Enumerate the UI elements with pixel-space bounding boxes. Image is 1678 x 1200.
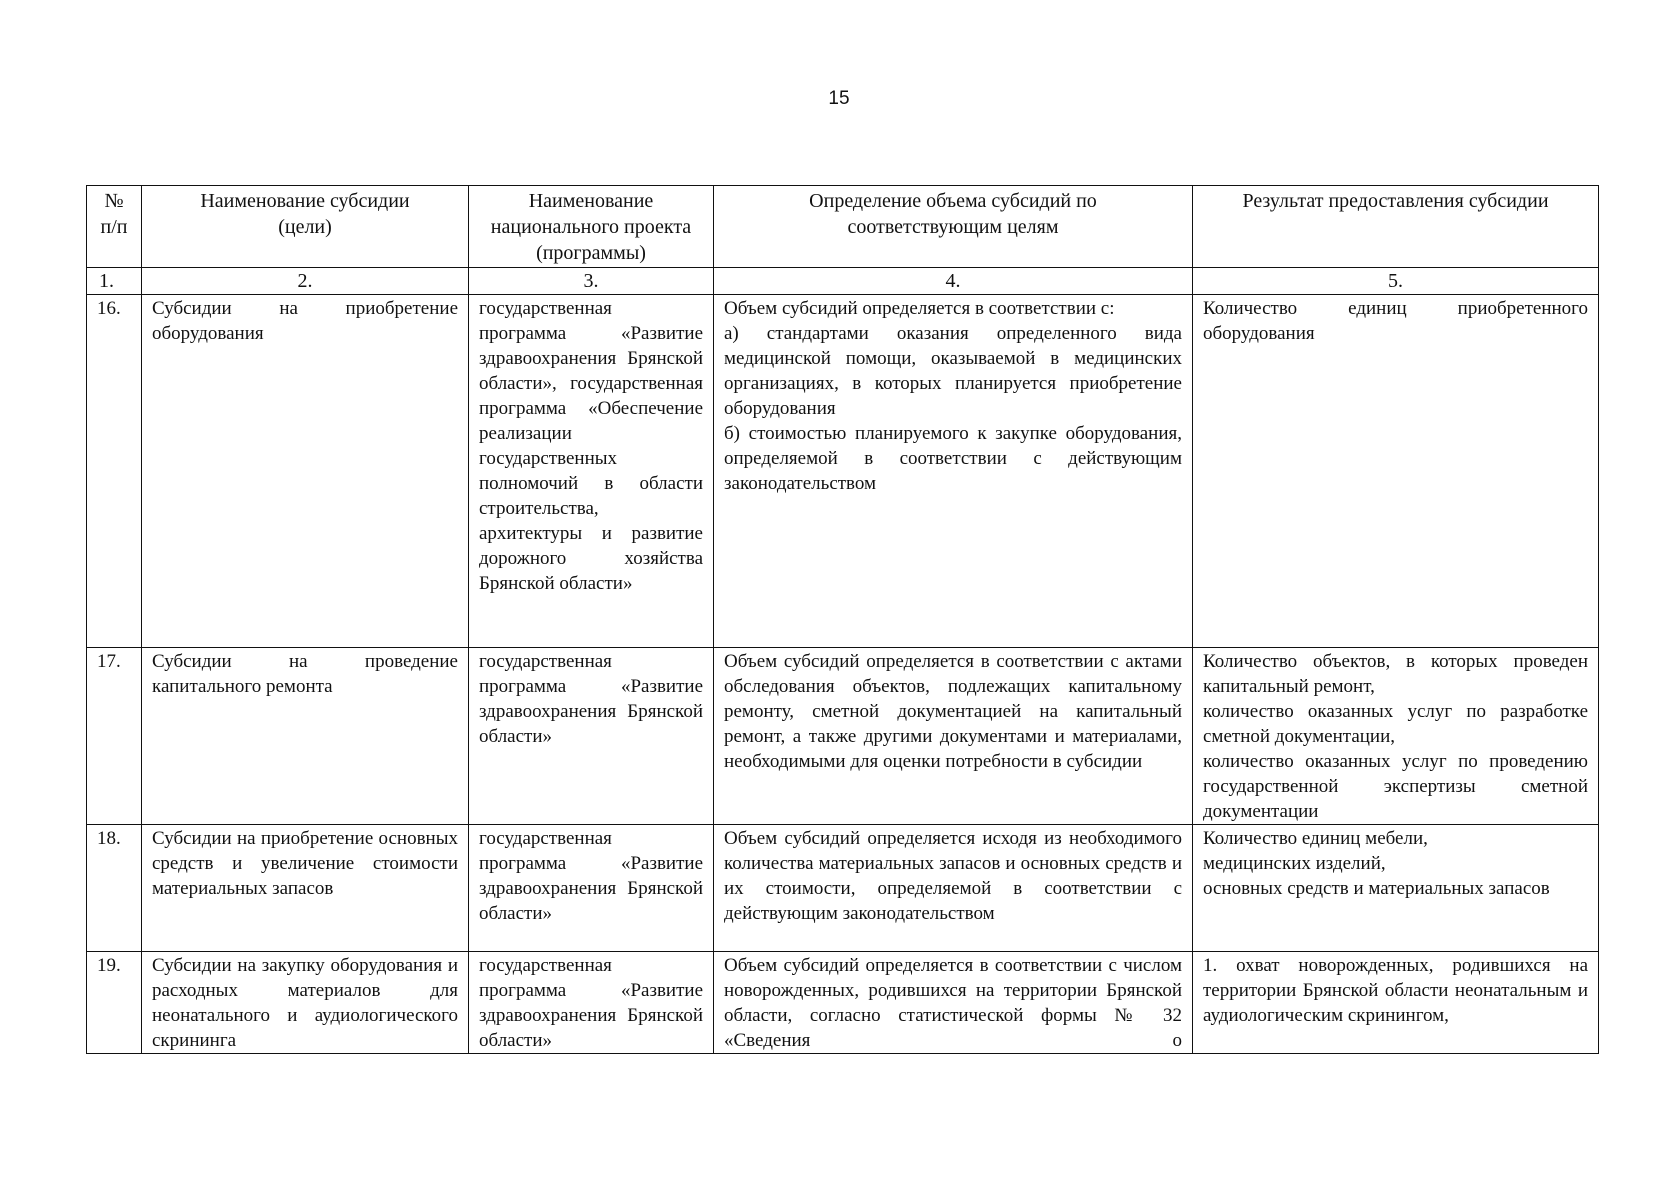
volume-line: Объем субсидий определяется в соответствии с актами обследования объектов, подлежащих капитальному ремонту, сметной документацией на капитальный ремонт, а также другими документами и материалами, необходимыми для оценки потребности в субсидии xyxy=(724,651,1182,772)
result-line: медицинских изделий, xyxy=(1203,853,1386,874)
volume-line: Объем субсидий определяется исходя из необходимого количества материальных запасов и основных средств и их стоимости, определяемой в соответствии с действующим законодательством xyxy=(724,828,1182,924)
result-line: Количество объектов, в которых проведен капитальный ремонт, xyxy=(1203,651,1588,697)
header-subsidy-name: Наименование субсидии (цели) xyxy=(142,186,469,268)
program-name: государственная программа «Развитие здравоохранения Брянской области» xyxy=(469,952,714,1054)
page-number: 15 xyxy=(828,88,850,109)
program-name: государственная программа «Развитие здравоохранения Брянской области» xyxy=(469,648,714,825)
subsidy-table xyxy=(86,185,1599,1054)
result-line: Количество единиц приобретенного оборудования xyxy=(1203,298,1588,344)
result-line: Количество единиц мебели, xyxy=(1203,828,1428,849)
column-number: 4. xyxy=(714,268,1193,295)
volume-line: а) стандартами оказания определенного вида медицинской помощи, оказываемой в медицинских организациях, в которых планируется приобретение оборудования xyxy=(724,323,1182,419)
column-number: 1. xyxy=(87,268,142,295)
header-volume-definition: Определение объема субсидий по соответствующим целям xyxy=(714,186,1193,268)
subsidy-name: Субсидии на приобретение основных средств и увеличение стоимости материальных запасов xyxy=(142,825,469,952)
header-project-name: Наименование национального проекта (программы) xyxy=(469,186,714,268)
column-number: 2. xyxy=(142,268,469,295)
result-line: количество оказанных услуг по проведению государственной экспертизы сметной документации xyxy=(1203,751,1588,822)
header-result: Результат предоставления субсидии xyxy=(1193,186,1599,268)
header-number: № п/п xyxy=(87,186,142,268)
subsidy-result xyxy=(1193,295,1599,648)
table-row xyxy=(87,648,1599,825)
row-number: 16. xyxy=(87,295,142,648)
subsidy-name: Субсидии на приобретение оборудования xyxy=(142,295,469,648)
volume-definition xyxy=(714,648,1193,825)
volume-line: Объем субсидий определяется в соответствии с: xyxy=(724,298,1115,319)
table-row xyxy=(87,952,1599,1054)
table-row xyxy=(87,825,1599,952)
volume-line: Объем субсидий определяется в соответствии с числом новорожденных, родившихся на территории Брянской области, согласно статистической формы № 32 «Сведения о xyxy=(724,955,1182,1051)
column-number: 3. xyxy=(469,268,714,295)
result-line: основных средств и материальных запасов xyxy=(1203,878,1550,899)
volume-definition xyxy=(714,952,1193,1054)
column-number-row xyxy=(87,268,1599,295)
row-number: 17. xyxy=(87,648,142,825)
volume-definition xyxy=(714,295,1193,648)
row-number: 18. xyxy=(87,825,142,952)
program-name: государственная программа «Развитие здравоохранения Брянской области», государственная программа «Обеспечение реализации государственных полномочий в области строительства, архитектуры и развитие дорожного хозяйства Брянской области» xyxy=(469,295,714,648)
row-number: 19. xyxy=(87,952,142,1054)
subsidy-result xyxy=(1193,952,1599,1054)
subsidy-name: Субсидии на закупку оборудования и расходных материалов для неонатального и аудиологического скрининга xyxy=(142,952,469,1054)
volume-definition xyxy=(714,825,1193,952)
result-line: 1. охват новорожденных, родившихся на территории Брянской области неонатальным и аудиологическим скринингом, xyxy=(1203,955,1588,1026)
subsidy-result xyxy=(1193,648,1599,825)
result-line: количество оказанных услуг по разработке сметной документации, xyxy=(1203,701,1588,747)
table-header-row xyxy=(87,186,1599,268)
table-row xyxy=(87,295,1599,648)
program-name: государственная программа «Развитие здравоохранения Брянской области» xyxy=(469,825,714,952)
column-number: 5. xyxy=(1193,268,1599,295)
subsidy-name: Субсидии на проведение капитального ремонта xyxy=(142,648,469,825)
volume-line: б) стоимостью планируемого к закупке оборудования, определяемой в соответствии с действующим законодательством xyxy=(724,423,1182,494)
subsidy-result xyxy=(1193,825,1599,952)
